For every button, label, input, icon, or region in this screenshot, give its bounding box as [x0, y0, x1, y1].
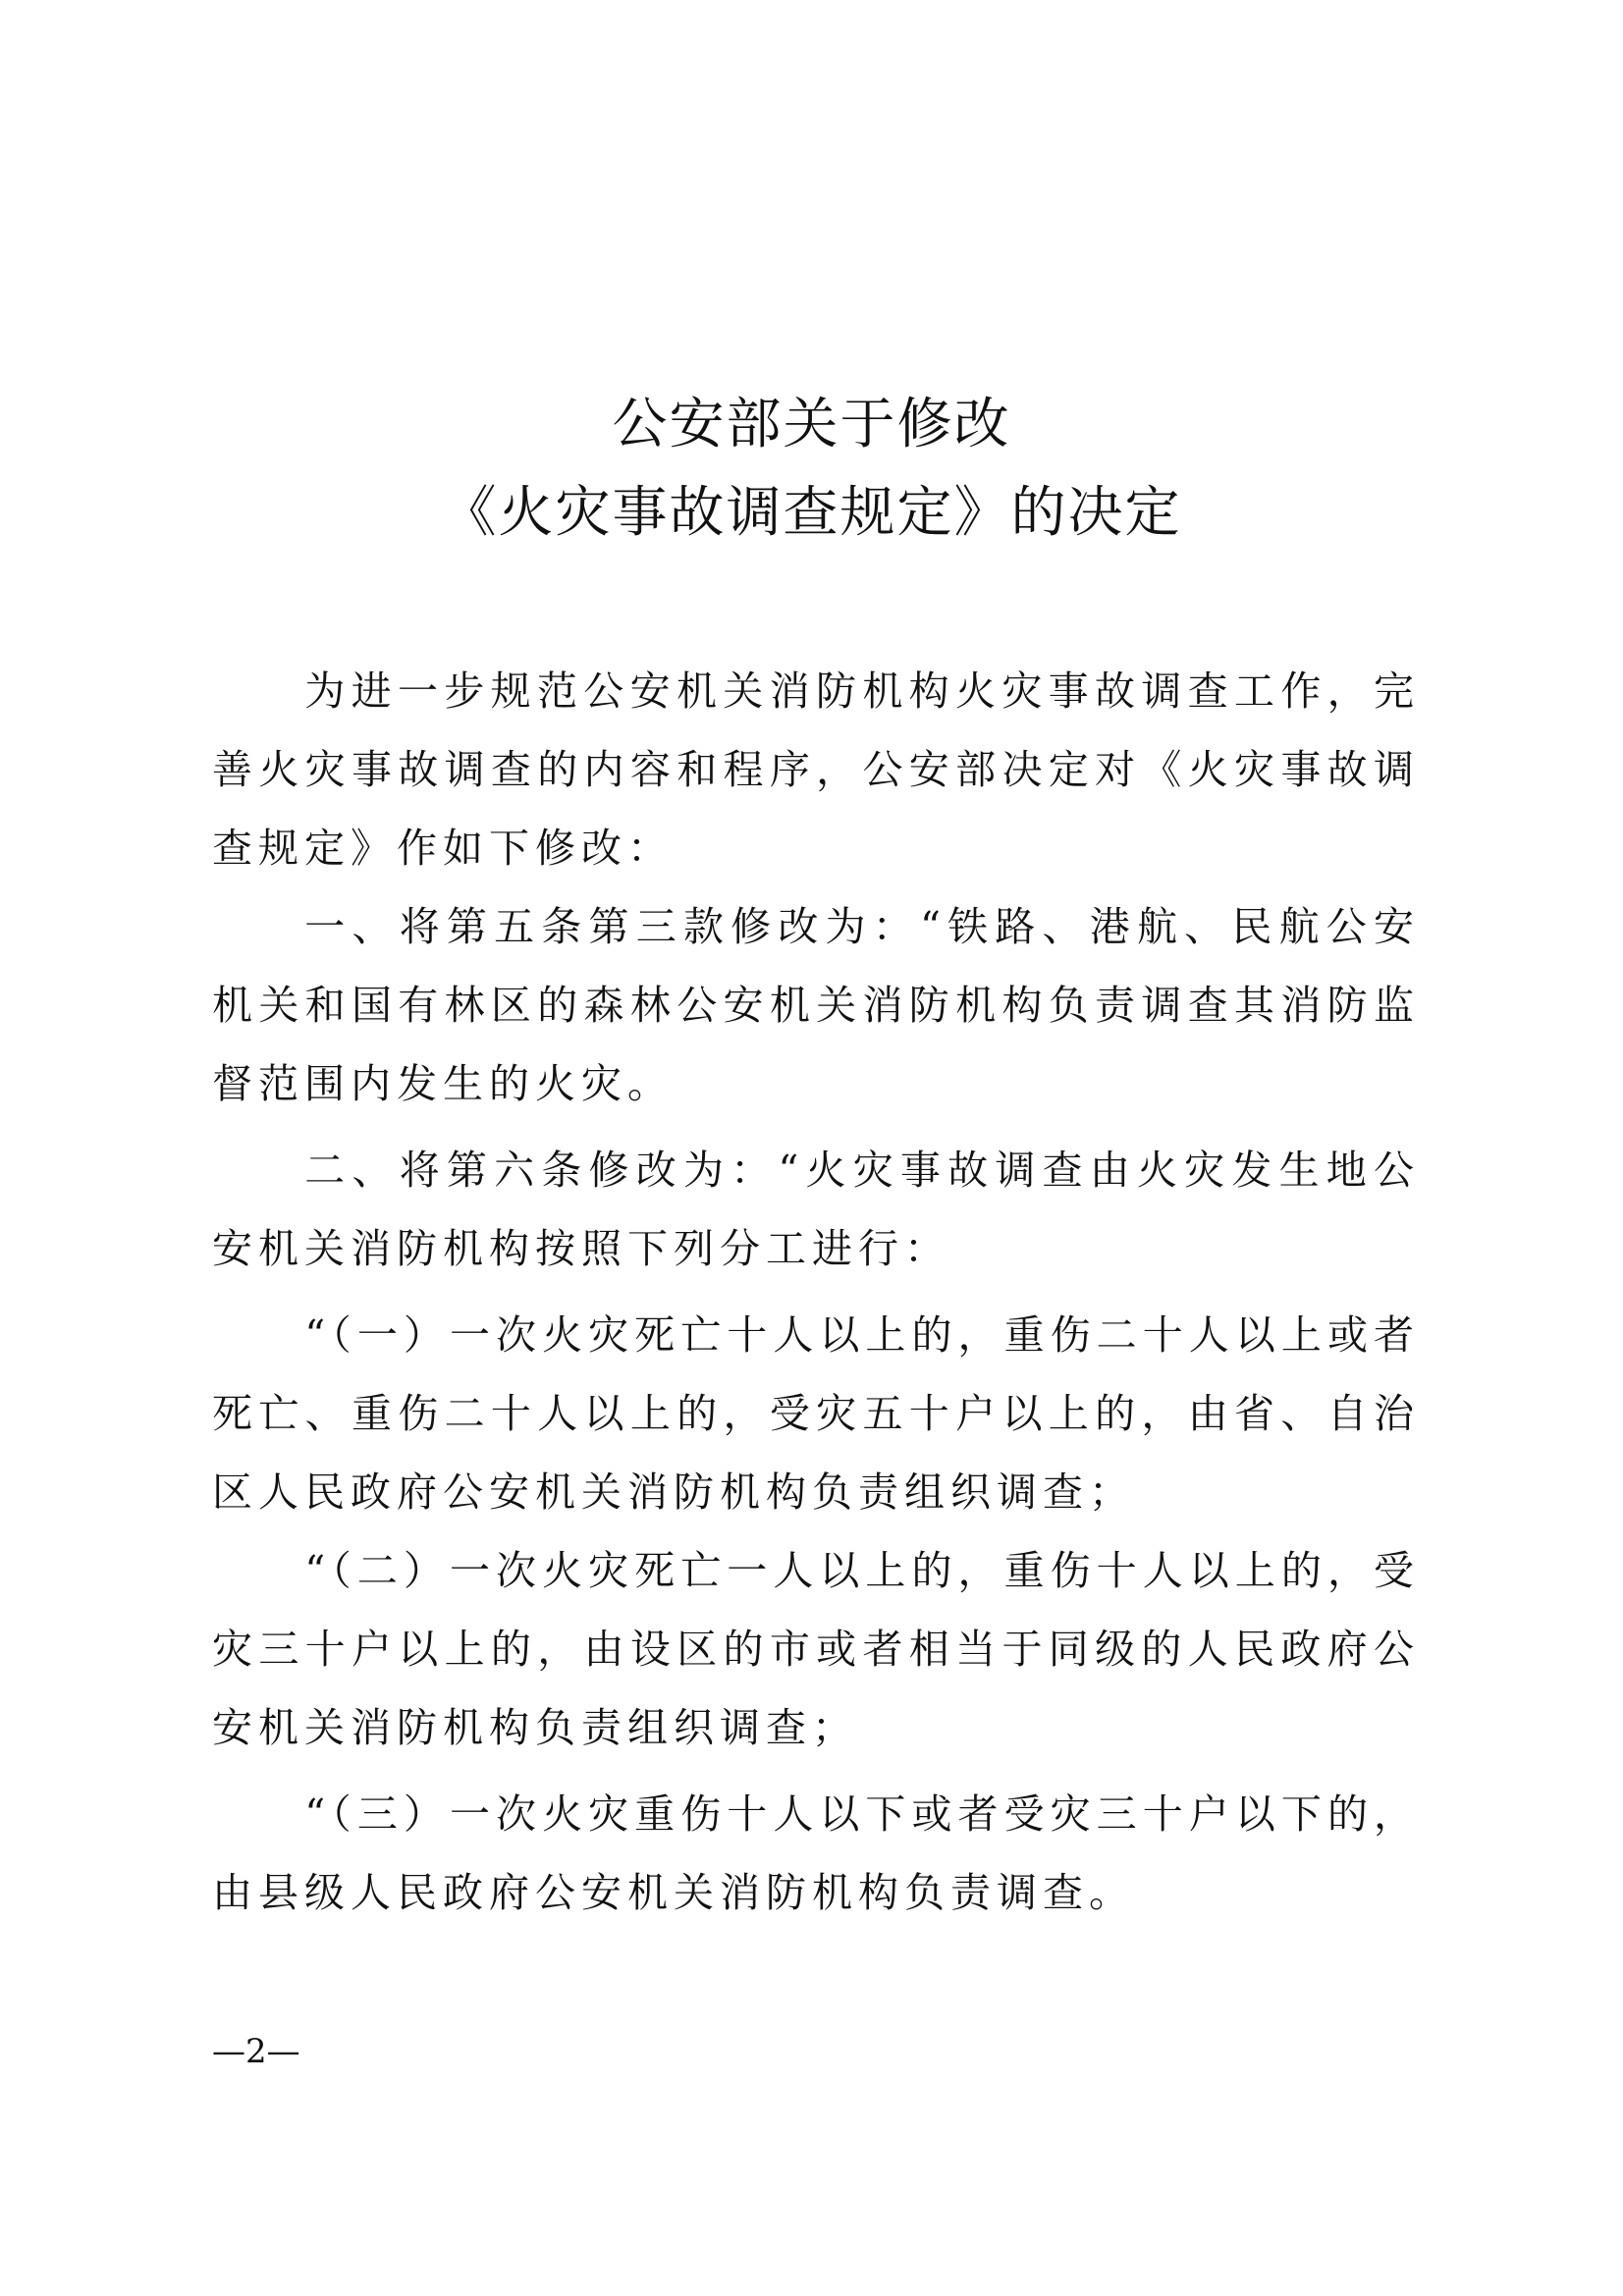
paragraph-item-1: “（一）一次火灾死亡十人以上的，重伤二十人以上或者死亡、重伤二十人以上的，受灾五十户以上的，由省、自治区人民政府公安机关消防机构负责组织调查； — [212, 1311, 1420, 1516]
paragraph-amendment-2: 二、将第六条修改为：“火灾事故调查由火灾发生地公安机关消防机构按照下列分工进行： — [212, 1147, 1420, 1272]
document-body — [212, 652, 1420, 1932]
page-number: —2— — [212, 2032, 300, 2071]
paragraph-intro: 为进一步规范公安机关消防机构火灾事故调查工作，完善火灾事故调查的内容和程序，公安部决定对《火灾事故调查规定》作如下修改： — [212, 667, 1420, 872]
paragraph-item-3: “（三）一次火灾重伤十人以下或者受灾三十户以下的，由县级人民政府公安机关消防机构负责调查。 — [212, 1790, 1420, 1916]
paragraph-amendment-1: 一、将第五条第三款修改为：“铁路、港航、民航公安机关和国有林区的森林公安机关消防机构负责调查其消防监督范围内发生的火灾。 — [212, 903, 1420, 1107]
document-title-line-1: 公安部关于修改 — [612, 393, 1011, 456]
paragraph-item-2: “（二）一次火灾死亡一人以上的，重伤十人以上的，受灾三十户以上的，由设区的市或者相当于同级的人民政府公安机关消防机构负责组织调查； — [212, 1547, 1420, 1751]
document-title-line-2: 《火灾事故调查规定》的决定 — [441, 481, 1182, 545]
